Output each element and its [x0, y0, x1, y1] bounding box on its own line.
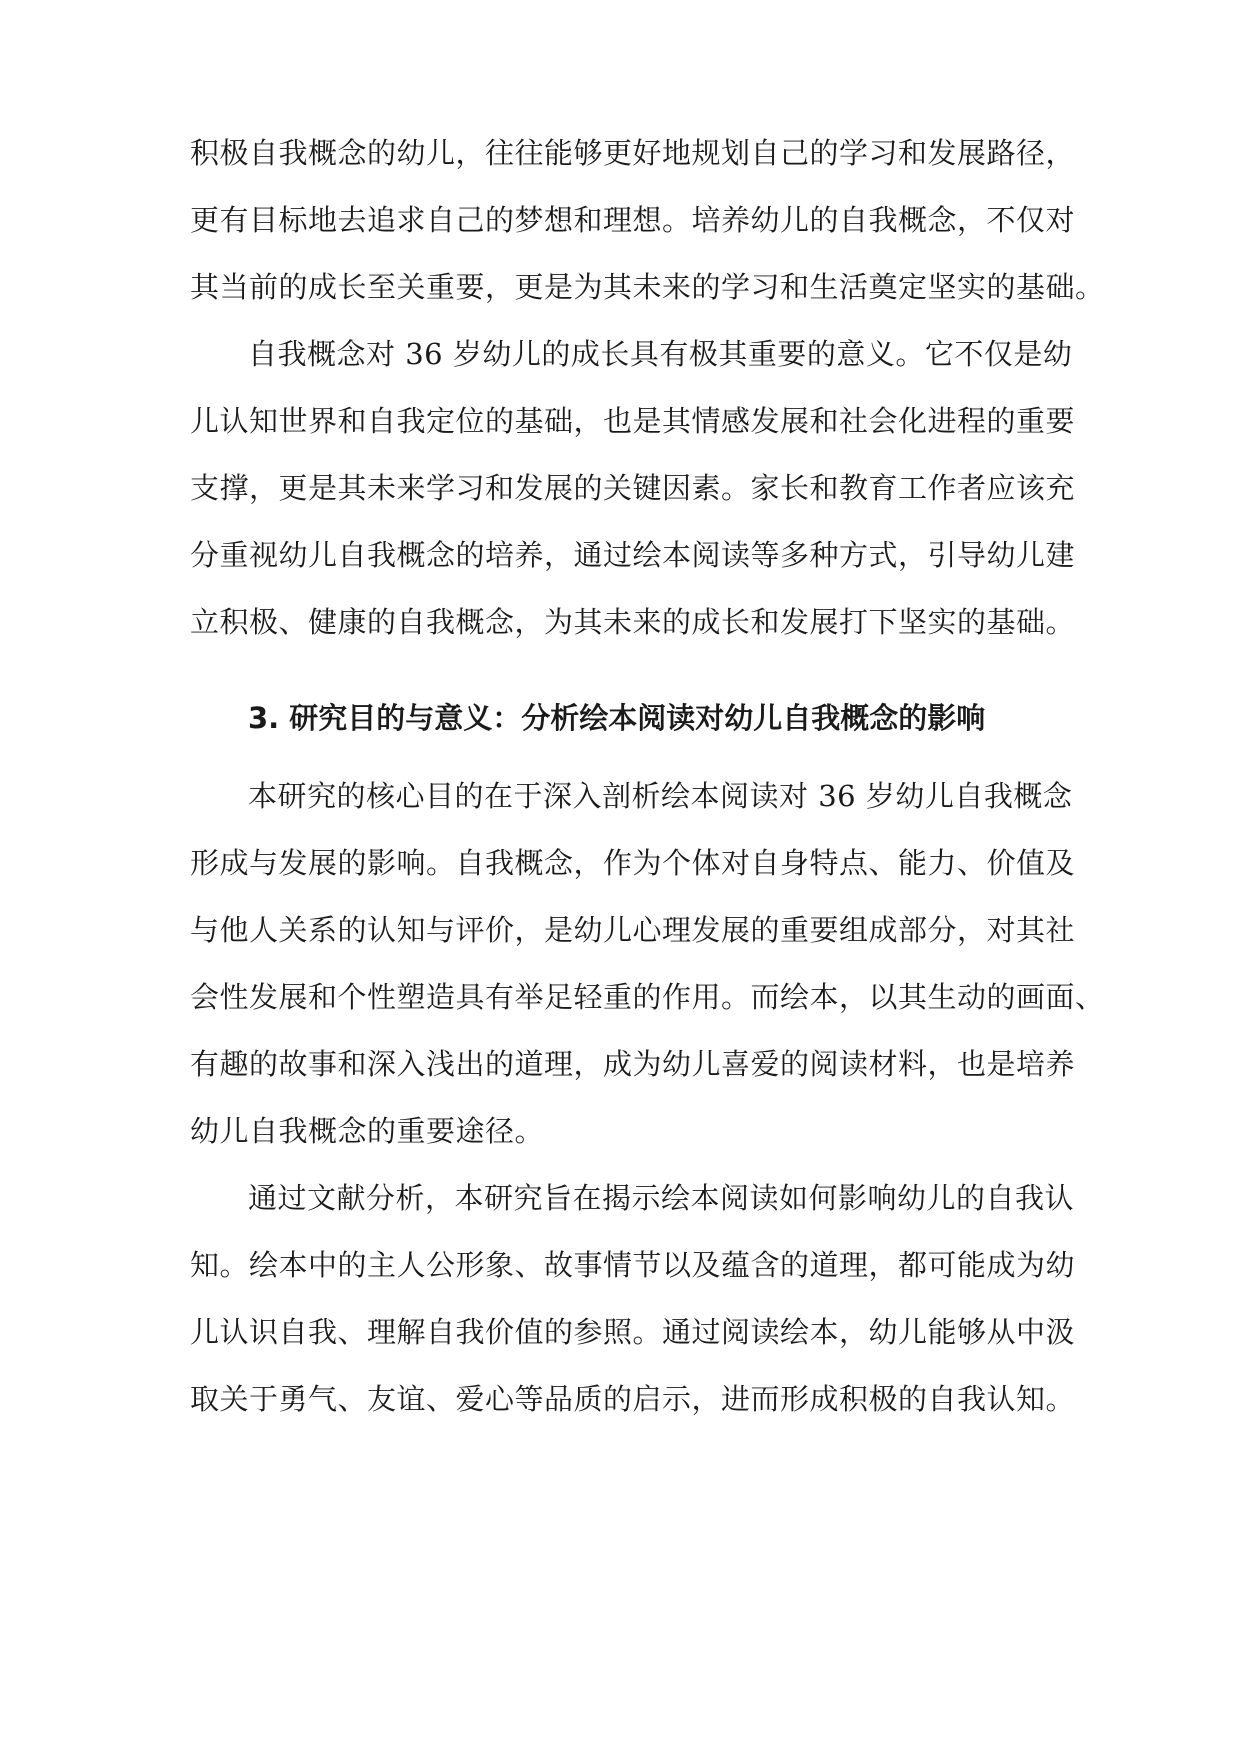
paragraph-1-line-2: 更有目标地去追求自己的梦想和理想。培养幼儿的自我概念，不仅对 [190, 203, 1076, 237]
paragraph-3-line-5: 有趣的故事和深入浅出的道理，成为幼儿喜爱的阅读材料，也是培养 [190, 1047, 1076, 1081]
paragraph-4-line-3: 儿认识自我、理解自我价值的参照。通过阅读绘本，幼儿能够从中汲 [190, 1315, 1076, 1349]
paragraph-4-line-2: 知。绘本中的主人公形象、故事情节以及蕴含的道理，都可能成为幼 [190, 1248, 1076, 1282]
paragraph-3-line-4: 会性发展和个性塑造具有举足轻重的作用。而绘本，以其生动的画面、 [190, 980, 1105, 1014]
paragraph-4-line-1: 通过文献分析，本研究旨在揭示绘本阅读如何影响幼儿的自我认 [248, 1181, 1075, 1215]
paragraph-1-line-1: 积极自我概念的幼儿，往往能够更好地规划自己的学习和发展路径， [190, 136, 1076, 170]
paragraph-3-line-3: 与他人关系的认知与评价，是幼儿心理发展的重要组成部分，对其社 [190, 913, 1076, 947]
paragraph-3-line-1: 本研究的核心目的在于深入剖析绘本阅读对 36 岁幼儿自我概念 [248, 779, 1073, 813]
paragraph-4-line-4: 取关于勇气、友谊、爱心等品质的启示，进而形成积极的自我认知。 [190, 1382, 1076, 1416]
paragraph-2-line-5: 立积极、健康的自我概念，为其未来的成长和发展打下坚实的基础。 [190, 605, 1076, 639]
paragraph-2-line-2: 儿认知世界和自我定位的基础，也是其情感发展和社会化进程的重要 [190, 404, 1076, 438]
paragraph-2-line-3: 支撑，更是其未来学习和发展的关键因素。家长和教育工作者应该充 [190, 471, 1076, 505]
paragraph-3-line-2: 形成与发展的影响。自我概念，作为个体对自身特点、能力、价值及 [190, 846, 1076, 880]
paragraph-3-line-6: 幼儿自我概念的重要途径。 [190, 1114, 545, 1148]
paragraph-2-line-4: 分重视幼儿自我概念的培养，通过绘本阅读等多种方式，引导幼儿建 [190, 538, 1076, 572]
paragraph-1-line-3: 其当前的成长至关重要，更是为其未来的学习和生活奠定坚实的基础。 [190, 270, 1105, 304]
paragraph-2-line-1: 自我概念对 36 岁幼儿的成长具有极其重要的意义。它不仅是幼 [248, 337, 1073, 371]
section-heading: 3. 研究目的与意义：分析绘本阅读对幼儿自我概念的影响 [248, 701, 986, 735]
